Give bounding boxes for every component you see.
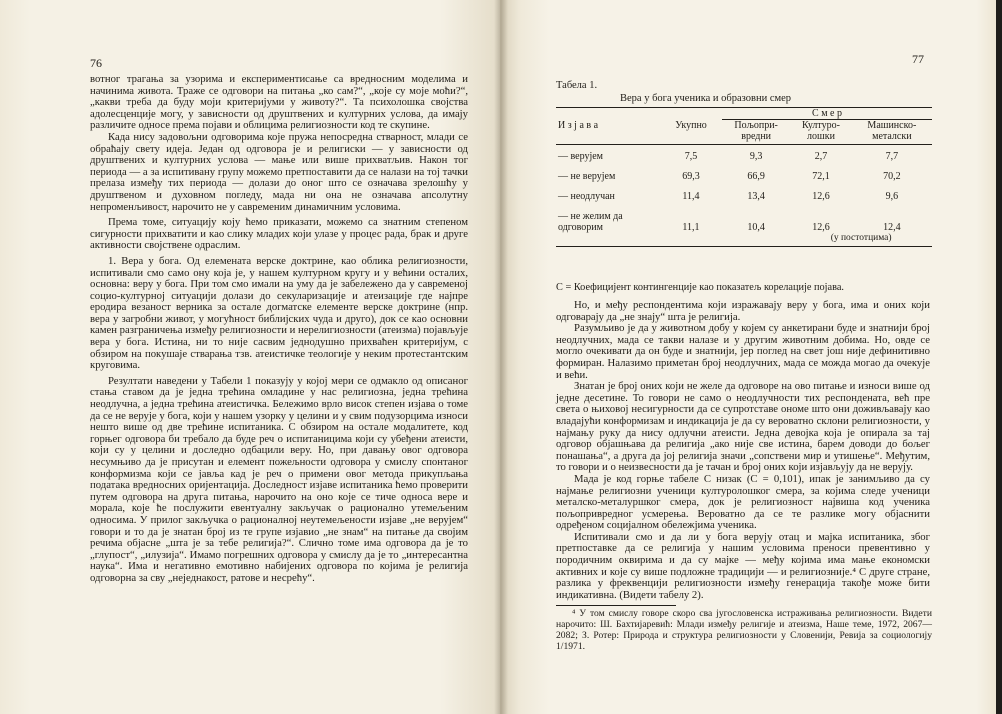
paragraph: Према томе, ситуацију коју ћемо приказати, можемо са знатним степеном сигурности прихватити и као слику младих који улазе у процес рада, брак и друге активности својствене одраслим. <box>90 216 468 252</box>
paragraph: Мада је код горње табеле C низак (C = 0,101), ипак је занимљиво да су најмање религиозни ученици културолошког смера, за којима следе ученици металско-металуршког смера, док је религиозност највиша код ученика пољопривредног усмерења. Вероватно да се те разлике могу објаснити одређеном социјалном обележјима ученика. <box>556 472 930 532</box>
paragraph: вотног трагања за узорима и експериментисање са вредносним моделима и начинима живота. Траже се одговори на питања „ко сам?“, „које су моје моћи?“, „какви треба да буду моји критеријуми у животу?“. Та психолошка својства адолесценције могу, у зависности од друштвених и културних услова, да имају различите односе према појави и облицима религиозности код те скупине. <box>90 73 468 132</box>
survey-table <box>556 107 932 247</box>
paragraph: Знатан је број оних који не желе да одговоре на ово питање и износи више од једне десетине. То говори не само о неодлучности тих респондената, већ пре света о њиховој несигурности да се супротставе ономе што они доживљавају као владајући конформизам и индикација је да су вероватно склони религиозности, у најмању руку да нису одлучни атеисти. Једна девојка која је опирала за тај одговор објашњава да религија „ако није све истина, барем доводи до бољег понашања“, а друга да јој религија значи „сопствени мир и утишење“. Међутим, то говори и о неизвесности да је тачан и број оних који изјављују да не верују. <box>556 380 930 474</box>
paragraph: Резултати наведени у Табели 1 показују у којој мери се одмакло од описаног стања ставом да је једна трећина омладине у нас религиозна, једна трећина неодлучна, а једна трећина атеистичка. Бележимо врло висок степен изјава о томе да се не верује у бога, који у нашем узорку у целини и у свим подузорцима износи нешто више од две трећине испитаника. С обзиром на остале модалитете, код горњег одговора би требало да буде реч о испитаницима који су убеђени атеисти, који су у целини и доследно одбацили веру. Но, при давању овог одговора несумњиво да је присутан и елемент пожељности одговора у смислу спонтаног конформизма који се јавља кад је реч о примени овог метода прикупљања података вредносних оријентација. Доследност изјаве испитаника ћемо проверити путем одговора на друга питања, нарочито на оно које се тиче односа вере и морала, које ће послужити евентуалну закључак о рационално утемељеним односима. У прилог закључка о рационалној неутемељености изјаве „не верујем“ говори и то да је знатан број из те групе изјавио „не знам“ на питање да својим речима објасне „шта је за тебе религија?“. Слично томе има одговора да је то „глупост“, „илузија“. Имамо погрешних одговора у смислу да је то „интересантна наука“. Има и негативно емотивно набијених одговора по којима је религија одговорна за сву „неједнакост, ратове и несрећу“. <box>90 374 468 584</box>
paragraph: Разумљиво је да у животном добу у којем су анкетирани буде и знатнији број неодлучних, мада се такви налазе и у другим животним добима. Но, овде се могло очекивати да он буде и знатнији, јер поглед на свет још није дефинитивно формиран. Налазимо приметан број неодлучних, мада се можда могао да очекује и већи. <box>556 322 930 381</box>
right-page-number: 77 <box>912 52 924 66</box>
right-page <box>500 0 996 714</box>
table-caption: Вера у бога ученика и образовни смер <box>620 93 792 104</box>
paragraph: Но, и међу респондентима који изражавају веру у бога, има и оних који одговарају да „не знају“ шта је религија. <box>556 299 930 323</box>
column-header: Машинско-металски <box>852 120 932 145</box>
right-body-text <box>556 300 930 601</box>
unit-note: (у постотцима) <box>790 233 932 247</box>
stub-header: И з ј а в а <box>556 120 660 145</box>
left-page <box>0 0 500 714</box>
paragraph: 1. Вера у бога. Од елемената верске доктрине, као облика религиозности, испитивали смо само ону која је, у нашем културном кругу и у већини осталих, основна: веру у бога. При том смо имали на уму да је забележено да у савременој социо-културној ситуацији долази до секуларизације и атеизације где најпре еродира везаност верника за остале догматске елементе верске доктрине (нпр. вера у загробни живот, у могућност библијских чуда и друго), док се као основни камен разграничења између религиозности и нерелигиозности (атеизма) појављује вера у бога. Истина, ни то није сасвим једнодушно прихваћен критеријум, с обзиром на покушаје стварања тзв. атеистичке теологије у неким протестантским круговима. <box>90 254 468 372</box>
table-label: Табела 1. <box>556 80 598 91</box>
table-row: — верујем 7,5 9,3 2,7 7,7 <box>558 151 899 162</box>
paragraph: Испитивали смо и да ли у бога верују отац и мајка испитаника, због претпоставке да се религија у нашим условима преноси превентивно у породичним оквирима и да су мајке — међу којима има мање економски активних и које су више подложне традицији — и религиозније.⁴ С друге стране, разлика у фреквенцији религиозности између генерација такође може бити индикативна. (Видети табелу 2). <box>556 530 930 601</box>
footnote-rule <box>556 605 676 606</box>
left-body-text <box>90 74 468 585</box>
paragraph: Када нису задовољни одговорима које пружа непосредна стварност, млади се обраћају свету идеја. Један од одговора је и религиски — у зависности од друштвених и културних услова — мање или више прихватљив. Након тог периода — а за испитивану групу можемо претпоставити да се налази на тој тачки прелаза између тих периода — долази до оног што се означава зрелошћу у друштвеном и духовном погледу, мада ни она не означава апсолутну непроменљивост, нарочито не у савременим динамичним условима. <box>90 130 468 213</box>
table-note: C = Коефицијент контингенције као показатељ корелације појава. <box>556 282 844 293</box>
table-row: — не верујем 69,3 66,9 72,1 70,2 <box>558 171 901 182</box>
left-page-number: 76 <box>90 56 102 70</box>
total-header: Укупно <box>660 120 722 145</box>
column-header: Културо-лошки <box>790 120 851 145</box>
column-header: Пољопри-вредни <box>722 120 790 145</box>
group-header: С м е р <box>722 108 932 120</box>
footnote: ⁴ У том смислу говоре скоро сва југословенска истраживања религиозности. Видети нарочито: Ш. Бахтијаревић: Млади између религије и атеизма, Наше теме, 1972, 2067—2082; З. Ротер: Природа и структура религиозности у Словенији, Ревија за социологију 1/1971. <box>556 608 932 652</box>
table-row: — неодлучан 11,4 13,4 12,6 9,6 <box>558 191 899 202</box>
book-gutter <box>494 0 508 714</box>
table-row: — не желим да одговорим 11,1 10,4 12,6 12,4 <box>558 211 901 233</box>
